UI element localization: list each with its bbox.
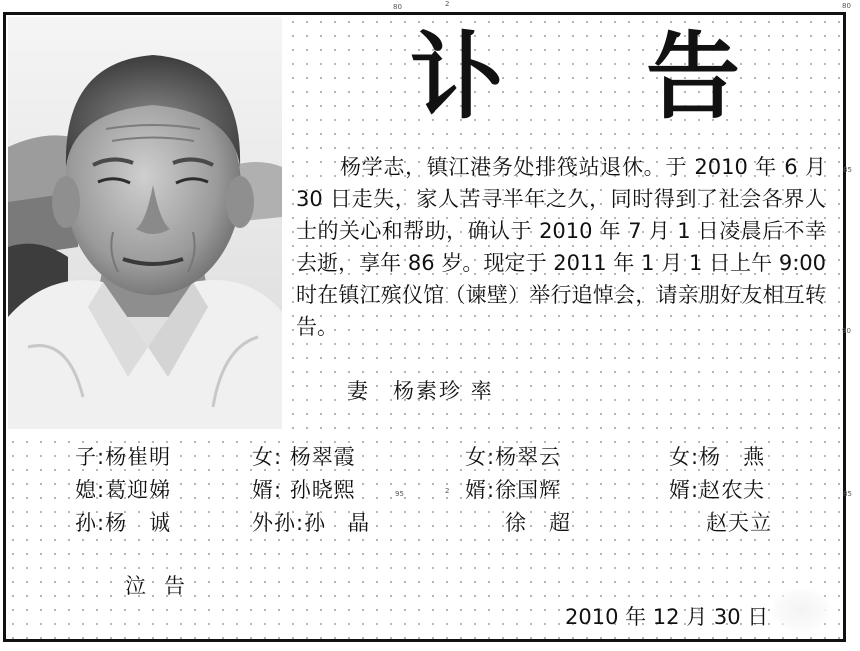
title-char-2: 告 [645, 23, 740, 132]
family-entry: 婿: 孙晓熙 [252, 478, 356, 502]
family-entry: 外孙:孙 晶 [252, 511, 371, 535]
portrait-photo [8, 17, 282, 429]
register-mark: 90 [842, 327, 851, 335]
family-entry: 婿:徐国辉 [465, 478, 562, 502]
obituary-date: 2010 年 12 月 30 日 [565, 605, 769, 629]
register-mark: 80 [393, 3, 402, 11]
family-entry: 赵天立 [706, 511, 772, 535]
print-smudge [772, 588, 830, 632]
sign-off: 泣告 [125, 574, 203, 598]
family-entry: 女:杨翠云 [465, 445, 562, 469]
obituary-body: 杨学志，镇江港务处排筏站退休。于 2010 年 6 月 30 日走失，家人苦寻半年之久，同时得到了社会各界人士的关心和帮助，确认于 2010 年 7 月 1 日凌晨后不幸去逝，享年 86 岁。现定于 2011 年 1 月 1 日上午 9:00 时在镇江殡仪馆（谏壁）举行追悼会，请亲朋好友相互转告。 [296, 155, 826, 339]
register-mark: 95 [395, 490, 404, 498]
title-char-1: 讣 [410, 23, 505, 132]
obituary-title [410, 18, 740, 138]
register-mark: 85 [843, 490, 852, 498]
register-mark: 2 [445, 0, 450, 8]
family-entry: 孙:杨 诚 [75, 511, 172, 535]
family-entry: 女:杨 燕 [669, 445, 766, 469]
register-mark: 80 [842, 2, 851, 10]
family-entry: 徐 超 [505, 511, 571, 535]
family-entry: 女: 杨翠霞 [252, 445, 356, 469]
family-entry: 子:杨崔明 [75, 445, 172, 469]
family-entry: 媳:葛迎娣 [75, 478, 172, 502]
signer-line: 妻 杨素珍 率 [347, 379, 494, 403]
register-mark: 85 [843, 166, 852, 174]
family-entry: 婿:赵农夫 [669, 478, 766, 502]
register-mark: 2 [445, 487, 450, 495]
